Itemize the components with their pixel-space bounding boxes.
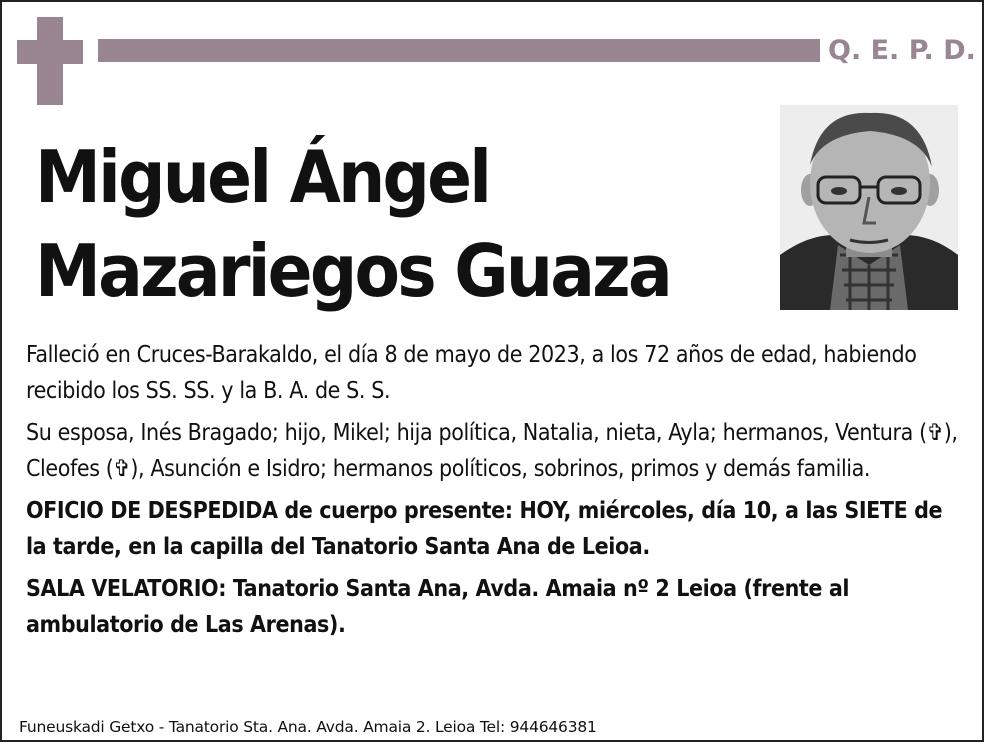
header-bar [98, 39, 820, 62]
death-notice-paragraph: Falleció en Cruces-Barakaldo, el día 8 de mayo de 2023, a los 72 años de edad, habiendo recibido los SS. SS. y la B. A. de S. S. [26, 342, 917, 404]
wake-room-paragraph: SALA VELATORIO: Tanatorio Santa Ana, Avda. Amaia nº 2 Leioa (frente al ambulatorio de Las Arenas). [26, 576, 850, 638]
cross-horizontal [17, 40, 83, 64]
name-line-1: Miguel Ángel [35, 135, 490, 219]
funeral-home-footer: Funeuskadi Getxo - Tanatorio Sta. Ana. Avda. Amaia 2. Leioa Tel: 944646381 [19, 718, 597, 736]
portrait-photo [780, 105, 958, 310]
qepd-label: Q. E. P. D. [828, 35, 976, 66]
funeral-service-paragraph: OFICIO DE DESPEDIDA de cuerpo presente: HOY, miércoles, día 10, a las SIETE de la tarde, en la capilla del Tanatorio Santa Ana de Leioa. [26, 498, 943, 560]
obituary-body [26, 337, 962, 649]
name-line-2: Mazariegos Guaza [35, 229, 670, 313]
deceased-name [35, 130, 670, 318]
portrait-image [780, 105, 958, 310]
family-paragraph: Su esposa, Inés Bragado; hijo, Mikel; hija política, Natalia, nieta, Ayla; hermanos, Ventura (✞), Cleofes (✞), Asunción e Isidro; hermanos políticos, sobrinos, primos y demás familia. [26, 420, 958, 482]
